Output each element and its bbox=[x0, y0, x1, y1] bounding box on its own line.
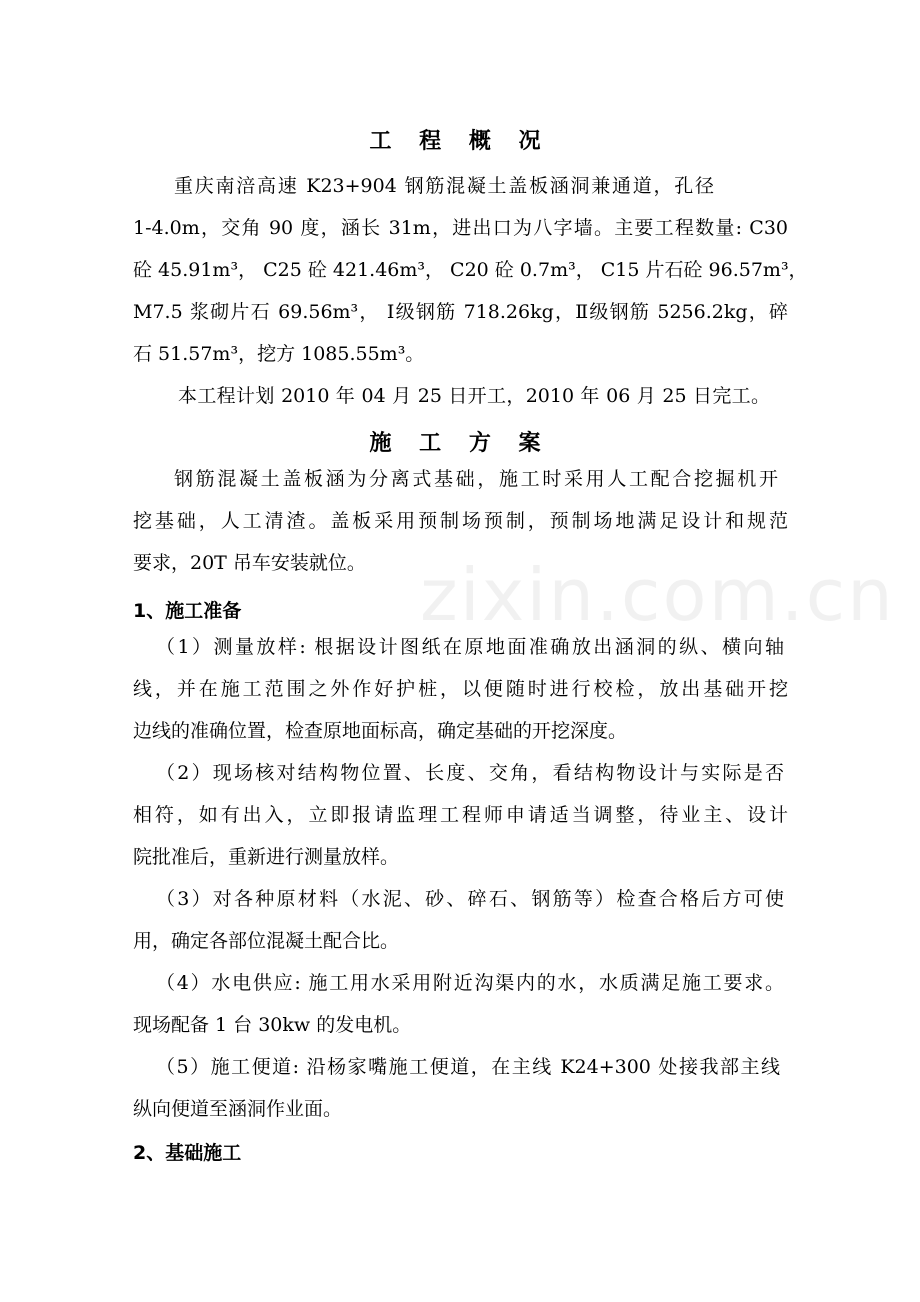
overview-line-3: 砼 45.91m³， C25 砼 421.46m³， C20 砼 0.7m³， C15 片石砼 96.57m³， bbox=[133, 259, 808, 281]
heading-preparation: 1、施工准备 bbox=[133, 600, 242, 622]
item3-line-1: （3）对各种原材料（水泥、砂、碎石、钢筋等）检查合格后方可使 bbox=[156, 888, 784, 910]
plan-line-2: 挖基础，人工清渣。盖板采用预制场预制，预制场地满足设计和规范 bbox=[133, 510, 788, 532]
overview-line-2: 1-4.0m，交角 90 度，涵长 31m，进出口为八字墙。主要工程数量: C30 bbox=[133, 217, 788, 239]
item4-line-1: （4）水电供应: 施工用水采用附近沟渠内的水，水质满足施工要求。 bbox=[156, 972, 784, 994]
item5-line-1: （5）施工便道: 沿杨家嘴施工便道，在主线 K24+300 处接我部主线 bbox=[156, 1056, 780, 1078]
item1-line-1: （1）测量放样: 根据设计图纸在原地面准确放出涵洞的纵、横向轴 bbox=[156, 636, 784, 658]
item5-line-2: 纵向便道至涵洞作业面。 bbox=[133, 1098, 343, 1120]
item2-line-1: （2）现场核对结构物位置、长度、交角，看结构物设计与实际是否 bbox=[156, 762, 784, 784]
section-title-overview: 工 程 概 况 bbox=[369, 129, 551, 154]
plan-line-3: 要求，20T 吊车安装就位。 bbox=[133, 552, 366, 574]
section-title-plan: 施 工 方 案 bbox=[369, 431, 551, 456]
item1-line-3: 边线的准确位置，检查原地面标高，确定基础的开挖深度。 bbox=[133, 720, 628, 742]
item3-line-2: 用，确定各部位混凝土配合比。 bbox=[133, 930, 400, 952]
item1-line-2: 线，并在施工范围之外作好护桩，以便随时进行校检，放出基础开挖 bbox=[133, 678, 788, 700]
watermark: zixin.com.cn bbox=[420, 553, 895, 637]
plan-line-1: 钢筋混凝土盖板涵为分离式基础，施工时采用人工配合挖掘机开 bbox=[174, 468, 778, 490]
overview-line-1: 重庆南涪高速 K23+904 钢筋混凝土盖板涵洞兼通道，孔径 bbox=[174, 175, 714, 197]
heading-foundation: 2、基础施工 bbox=[133, 1142, 242, 1164]
item2-line-2: 相符，如有出入，立即报请监理工程师申请适当调整，待业主、设计 bbox=[133, 804, 788, 826]
schedule-line: 本工程计划 2010 年 04 月 25 日开工，2010 年 06 月 25 日完工。 bbox=[178, 385, 770, 407]
overview-line-5: 石 51.57m³，挖方 1085.55m³。 bbox=[133, 343, 425, 365]
item2-line-3: 院批准后，重新进行测量放样。 bbox=[133, 846, 400, 868]
item4-line-2: 现场配备 1 台 30kw 的发电机。 bbox=[133, 1014, 412, 1036]
overview-line-4: M7.5 浆砌片石 69.56m³， Ⅰ级钢筋 718.26kg，Ⅱ级钢筋 5256.2kg，碎 bbox=[133, 301, 788, 323]
